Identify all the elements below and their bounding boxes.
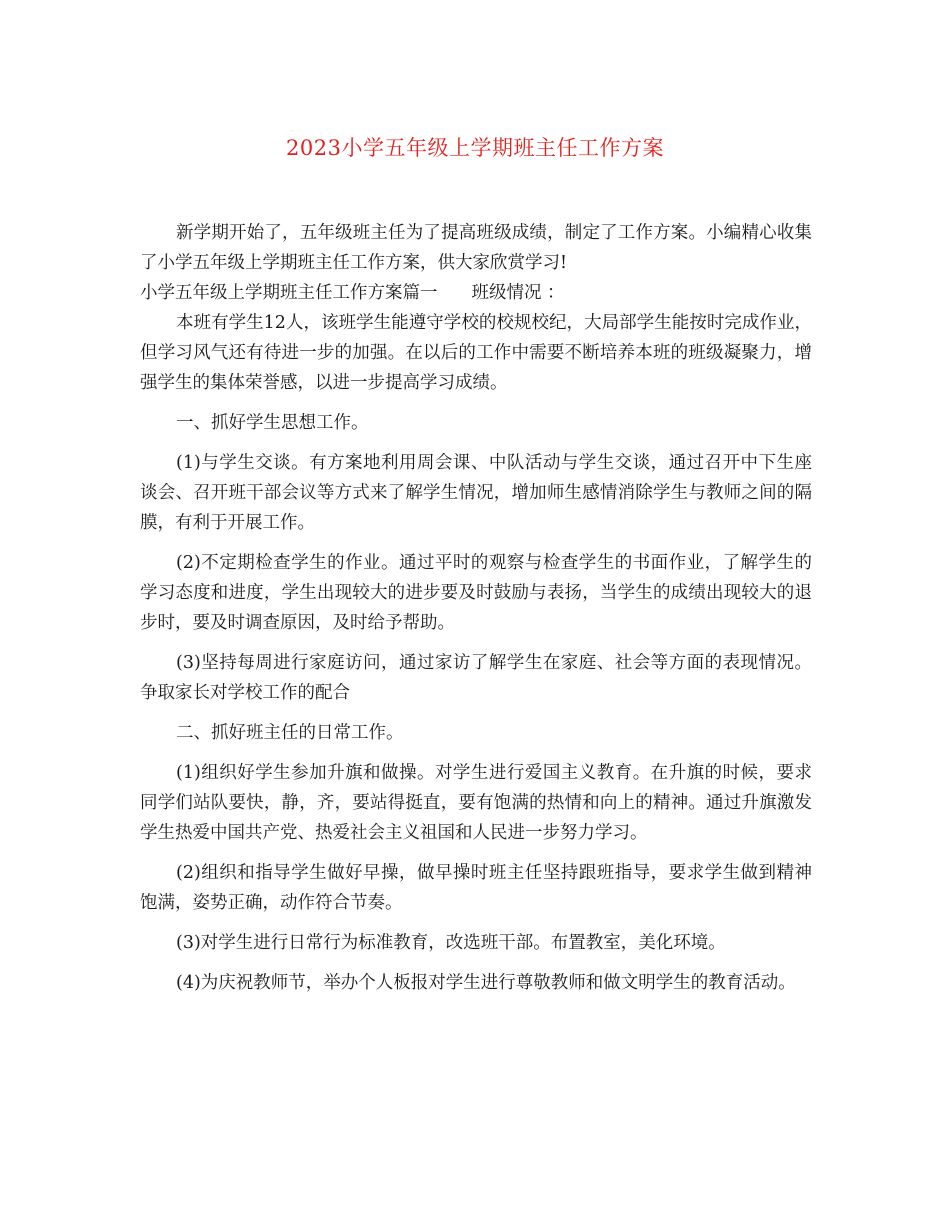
item-behavior-education: (3)对学生进行日常行为标准教育，改选班干部。布置教室，美化环境。 (176, 933, 726, 953)
item-talk-with-students: (1)与学生交谈。有方案地利用周会课、中队活动与学生交谈，通过召开中下生座谈会、召开班干部会议等方式来了解学生情况，增加师生感情消除学生与教师之间的隔膜，有利于开展工作。 (140, 453, 812, 533)
heading-daily-work: 二、抓好班主任的日常工作。 (176, 723, 404, 743)
document-title: 2023小学五年级上学期班主任工作方案 (286, 136, 664, 160)
intro-paragraph: 新学期开始了，五年级班主任为了提高班级成绩，制定了工作方案。小编精心收集了小学五年级上学期班主任工作方案，供大家欣赏学习! (140, 223, 812, 273)
item-morning-exercise: (2)组织和指导学生做好早操，做早操时班主任坚持跟班指导，要求学生做到精神饱满，姿势正确，动作符合节奏。 (140, 863, 812, 913)
class-situation-paragraph: 本班有学生12人，该班学生能遵守学校的校规校纪，大局部学生能按时完成作业，但学习风气还有待进一步的加强。在以后的工作中需要不断培养本班的班级凝聚力，增强学生的集体荣誉感，以进一步提高学习成绩。 (140, 313, 812, 393)
section-heading (140, 278, 812, 308)
section-heading-subtitle: 班级情况 ： (471, 283, 565, 303)
item-teachers-day: (4)为庆祝教师节，举办个人板报对学生进行尊敬教师和做文明学生的教育活动。 (176, 973, 796, 993)
item-check-homework: (2)不定期检查学生的作业。通过平时的观察与检查学生的书面作业，了解学生的学习态度和进度，学生出现较大的进步要及时鼓励与表扬，当学生的成绩出现较大的退步时，要及时调查原因，及时给予帮助。 (140, 553, 812, 633)
item-home-visits: (3)坚持每周进行家庭访问，通过家访了解学生在家庭、社会等方面的表现情况。争取家长对学校工作的配合 (140, 653, 812, 703)
section-heading-title: 小学五年级上学期班主任工作方案篇一 (140, 283, 438, 303)
item-flag-raising: (1)组织好学生参加升旗和做操。对学生进行爱国主义教育。在升旗的时候，要求同学们站队要快，静，齐，要站得挺直，要有饱满的热情和向上的精神。通过升旗激发学生热爱中国共产党、热爱社会主义祖国和人民进一步努力学习。 (140, 763, 812, 843)
heading-ideological-work: 一、抓好学生思想工作。 (176, 413, 369, 433)
document-body (140, 218, 812, 998)
